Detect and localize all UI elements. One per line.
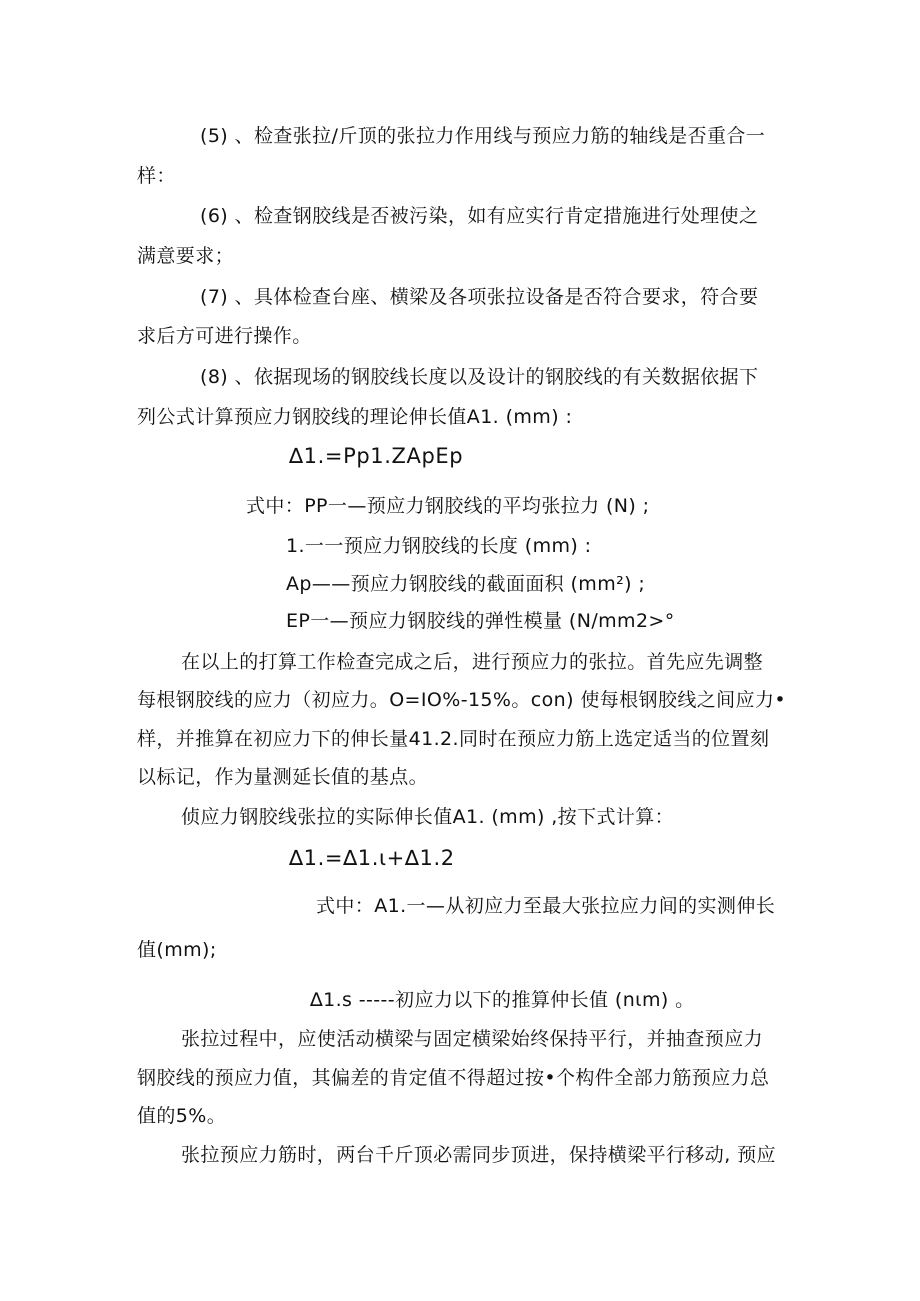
text-line: 样，并推算在初应力下的伸长量41.2.同时在预应力筋上选定适当的位置刻 [137,728,770,750]
text-line: 式中：A1.一—从初应力至最大张拉应力间的实测伸长 [316,895,776,917]
text-line: 满意要求； [137,245,235,267]
text-line: (8) 、依据现场的钢胶线长度以及设计的钢胶线的有关数据依据下 [200,366,759,388]
text-line: 每根钢胶线的应力（初应力。O=IO%-15%。con) 使每根钢胶线之间应力• [137,689,786,711]
text-line: 式中：PP一—预应力钢胶线的平均张拉力 (N) ; [246,495,650,517]
text-line: (6) 、检查钢胶线是否被污染，如有应实行肯定措施进行处理使之 [200,205,759,227]
text-line: (7) 、具体检查台座、横梁及各项张拉设备是否符合要求，符合要 [200,286,759,308]
text-line: (5) 、检查张拉/斤顶的张拉力作用线与预应力筋的轴线是否重合一 [200,125,766,147]
text-line: EP一—预应力钢胶线的弹性模量 (N∕mm2>° [286,610,675,632]
text-line: Ap——预应力钢胶线的截面面积 (mm²) ; [286,573,646,595]
text-line: 张拉过程中，应使活动横梁与固定横梁始终保持平行，并抽查预应力 [181,1028,764,1050]
text-line: 以标记，作为量测延长值的基点。 [137,766,429,788]
text-line: 钢胶线的预应力值，其偏差的肯定值不得超过按•个构件全部力筋预应力总 [137,1067,770,1089]
text-line: 求后方可进行操作。 [137,325,312,347]
text-line: 值(mm); [137,939,217,961]
text-line: ∆1.s -----初应力以下的推算仲长值 (nιm) 。 [310,989,695,1011]
formula-line: ∆1.=∆1.ι+∆1.2 [289,846,455,870]
formula-line: ∆1.=Pp1.ZApEp [289,444,464,468]
text-line: 在以上的打算工作检查完成之后，进行预应力的张拉。首先应先调整 [181,651,764,673]
text-line: 侦应力钢胶线张拉的实际伸长值A1. (mm) ,按下式计算： [181,806,675,828]
text-line: 1.一一预应力钢胶线的长度 (mm) : [286,535,592,557]
text-line: 列公式计算预应力钢胶线的理论伸长值A1. (mm) : [137,406,573,428]
text-line: 张拉预应力筋时，两台千斤顶必需同步顶进，保持横梁平行移动, 预应 [181,1144,776,1166]
text-line: 样： [137,165,176,187]
text-line: 值的5%。 [137,1105,227,1127]
